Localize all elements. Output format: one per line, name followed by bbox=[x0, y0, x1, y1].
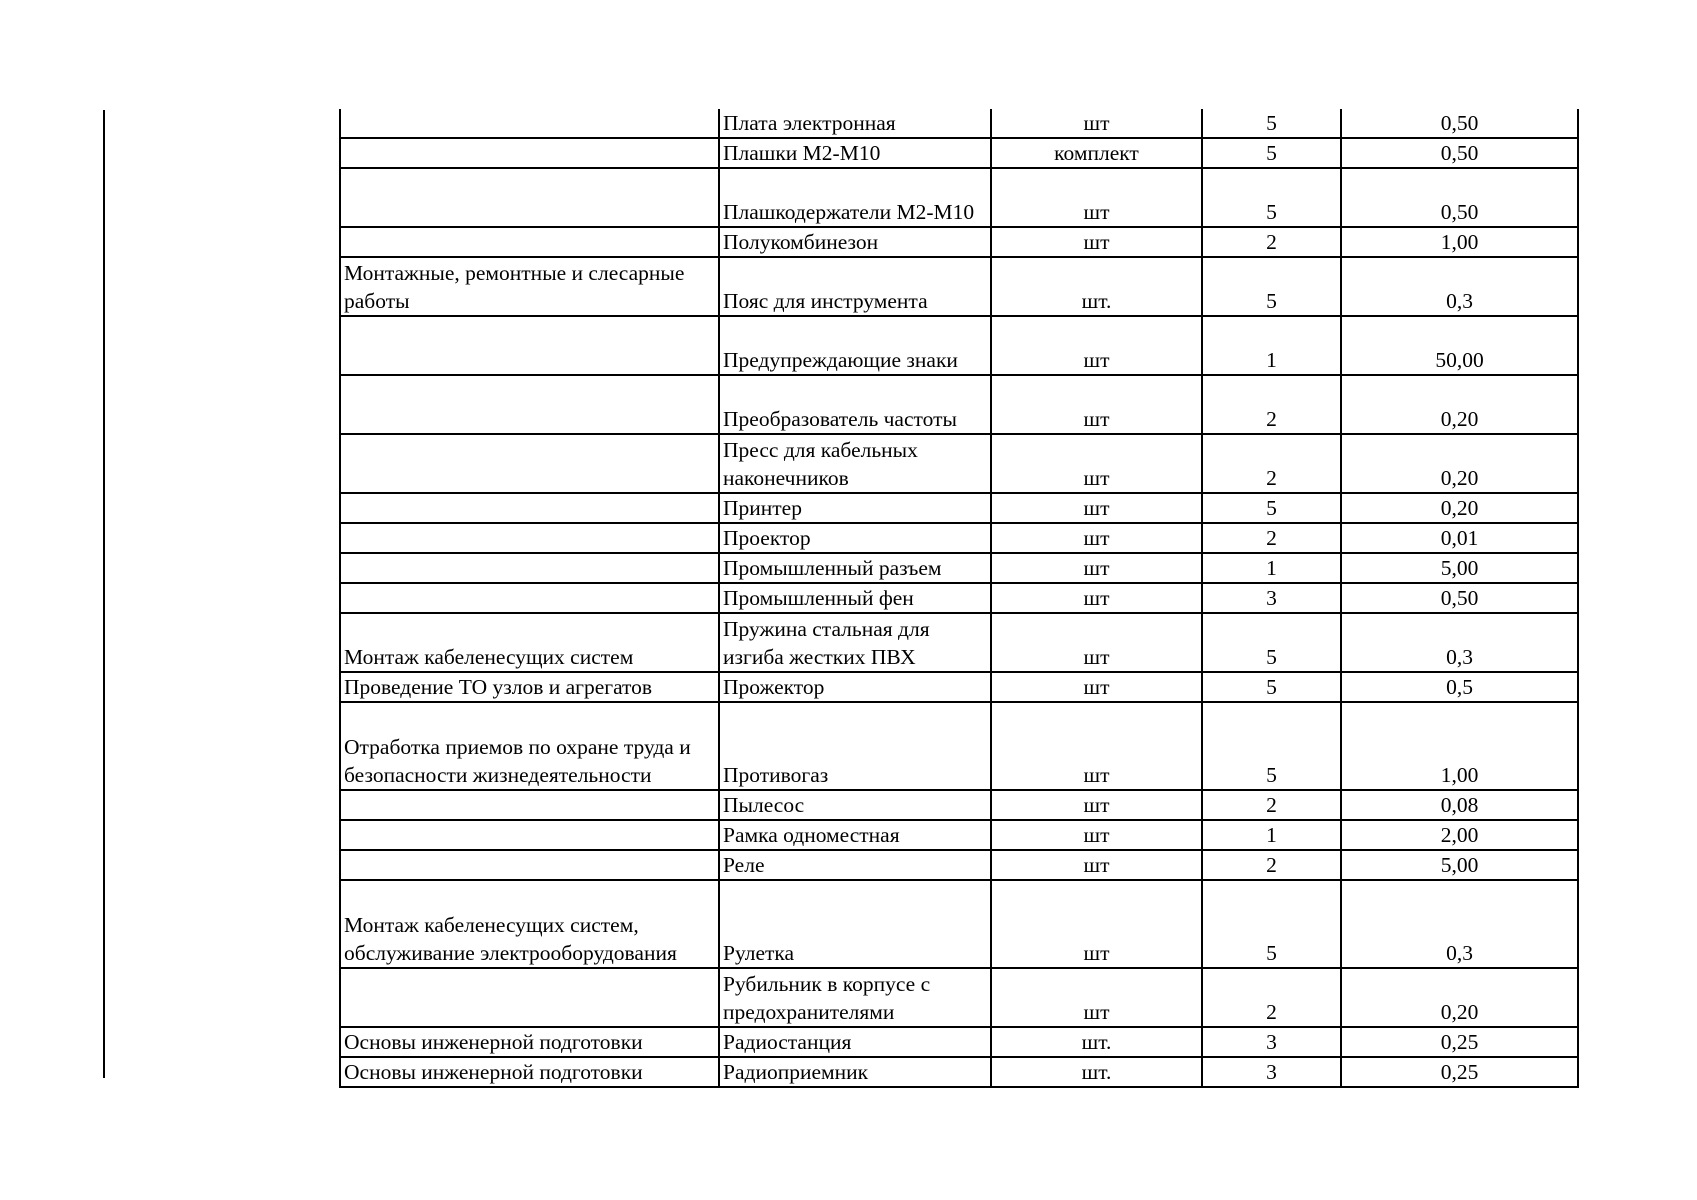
table-row bbox=[340, 375, 1578, 434]
value-cell: 5,00 bbox=[1341, 850, 1578, 880]
item-cell: Плата электронная bbox=[719, 109, 991, 138]
quantity-cell: 2 bbox=[1202, 968, 1341, 1027]
quantity-cell: 5 bbox=[1202, 613, 1341, 672]
activity-cell bbox=[340, 553, 719, 583]
value-cell: 50,00 bbox=[1341, 316, 1578, 375]
activity-cell bbox=[340, 583, 719, 613]
activity-cell: Основы инженерной подготовки bbox=[340, 1027, 719, 1057]
activity-cell bbox=[340, 493, 719, 523]
table-row bbox=[340, 493, 1578, 523]
value-cell: 0,20 bbox=[1341, 968, 1578, 1027]
quantity-cell: 1 bbox=[1202, 316, 1341, 375]
table-row bbox=[340, 702, 1578, 790]
activity-cell bbox=[340, 138, 719, 168]
item-cell: Рамка одноместная bbox=[719, 820, 991, 850]
quantity-cell: 2 bbox=[1202, 790, 1341, 820]
activity-cell bbox=[340, 968, 719, 1027]
table-row bbox=[340, 1057, 1578, 1087]
item-cell: Радиостанция bbox=[719, 1027, 991, 1057]
unit-cell: шт bbox=[991, 227, 1202, 257]
value-cell: 0,50 bbox=[1341, 583, 1578, 613]
unit-cell: шт. bbox=[991, 257, 1202, 316]
unit-cell: шт bbox=[991, 790, 1202, 820]
table-row bbox=[340, 553, 1578, 583]
quantity-cell: 2 bbox=[1202, 227, 1341, 257]
value-cell: 0,25 bbox=[1341, 1057, 1578, 1087]
unit-cell: шт bbox=[991, 553, 1202, 583]
value-cell: 0,50 bbox=[1341, 138, 1578, 168]
item-cell: Предупреждающие знаки bbox=[719, 316, 991, 375]
quantity-cell: 3 bbox=[1202, 1057, 1341, 1087]
table-row bbox=[340, 109, 1578, 138]
unit-cell: шт bbox=[991, 375, 1202, 434]
item-cell: Преобразователь частоты bbox=[719, 375, 991, 434]
table-row bbox=[340, 820, 1578, 850]
quantity-cell: 5 bbox=[1202, 257, 1341, 316]
value-cell: 0,20 bbox=[1341, 434, 1578, 493]
activity-cell bbox=[340, 850, 719, 880]
value-cell: 0,50 bbox=[1341, 168, 1578, 227]
unit-cell: шт bbox=[991, 583, 1202, 613]
item-cell: Пояс для инструмента bbox=[719, 257, 991, 316]
activity-cell bbox=[340, 227, 719, 257]
item-cell: Плашки М2-М10 bbox=[719, 138, 991, 168]
value-cell: 0,01 bbox=[1341, 523, 1578, 553]
value-cell: 0,25 bbox=[1341, 1027, 1578, 1057]
quantity-cell: 2 bbox=[1202, 850, 1341, 880]
quantity-cell: 5 bbox=[1202, 138, 1341, 168]
quantity-cell: 3 bbox=[1202, 583, 1341, 613]
unit-cell: шт bbox=[991, 880, 1202, 968]
value-cell: 0,3 bbox=[1341, 880, 1578, 968]
item-cell: Плашкодержатели М2-М10 bbox=[719, 168, 991, 227]
unit-cell: шт bbox=[991, 168, 1202, 227]
value-cell: 0,20 bbox=[1341, 375, 1578, 434]
activity-cell bbox=[340, 109, 719, 138]
unit-cell: шт bbox=[991, 672, 1202, 702]
value-cell: 0,5 bbox=[1341, 672, 1578, 702]
table-row bbox=[340, 523, 1578, 553]
activity-cell: Монтаж кабеленесущих систем, обслуживание электрооборудования bbox=[340, 880, 719, 968]
quantity-cell: 1 bbox=[1202, 553, 1341, 583]
activity-cell: Отработка приемов по охране труда и безопасности жизнедеятельности bbox=[340, 702, 719, 790]
item-cell: Полукомбинезон bbox=[719, 227, 991, 257]
item-cell: Противогаз bbox=[719, 702, 991, 790]
item-cell: Пружина стальная для изгиба жестких ПВХ bbox=[719, 613, 991, 672]
table-row bbox=[340, 850, 1578, 880]
table-row bbox=[340, 672, 1578, 702]
activity-cell: Монтажные, ремонтные и слесарные работы bbox=[340, 257, 719, 316]
table-row bbox=[340, 583, 1578, 613]
unit-cell: комплект bbox=[991, 138, 1202, 168]
item-cell: Пылесос bbox=[719, 790, 991, 820]
table-row bbox=[340, 434, 1578, 493]
quantity-cell: 5 bbox=[1202, 109, 1341, 138]
table-row bbox=[340, 227, 1578, 257]
item-cell: Прожектор bbox=[719, 672, 991, 702]
value-cell: 0,08 bbox=[1341, 790, 1578, 820]
item-cell: Рулетка bbox=[719, 880, 991, 968]
quantity-cell: 2 bbox=[1202, 375, 1341, 434]
quantity-cell: 5 bbox=[1202, 168, 1341, 227]
value-cell: 1,00 bbox=[1341, 227, 1578, 257]
unit-cell: шт bbox=[991, 613, 1202, 672]
value-cell: 1,00 bbox=[1341, 702, 1578, 790]
unit-cell: шт bbox=[991, 523, 1202, 553]
table-row bbox=[340, 257, 1578, 316]
quantity-cell: 5 bbox=[1202, 880, 1341, 968]
unit-cell: шт bbox=[991, 493, 1202, 523]
unit-cell: шт bbox=[991, 968, 1202, 1027]
value-cell: 0,3 bbox=[1341, 613, 1578, 672]
activity-cell: Монтаж кабеленесущих систем bbox=[340, 613, 719, 672]
item-cell: Промышленный фен bbox=[719, 583, 991, 613]
value-cell: 0,3 bbox=[1341, 257, 1578, 316]
quantity-cell: 3 bbox=[1202, 1027, 1341, 1057]
equipment-table bbox=[339, 109, 1579, 1088]
unit-cell: шт bbox=[991, 109, 1202, 138]
unit-cell: шт. bbox=[991, 1027, 1202, 1057]
item-cell: Рубильник в корпусе с предохранителями bbox=[719, 968, 991, 1027]
quantity-cell: 5 bbox=[1202, 493, 1341, 523]
item-cell: Реле bbox=[719, 850, 991, 880]
activity-cell bbox=[340, 820, 719, 850]
table-row bbox=[340, 968, 1578, 1027]
table-row bbox=[340, 1027, 1578, 1057]
unit-cell: шт bbox=[991, 850, 1202, 880]
activity-cell bbox=[340, 375, 719, 434]
item-cell: Промышленный разъем bbox=[719, 553, 991, 583]
table-row bbox=[340, 138, 1578, 168]
quantity-cell: 5 bbox=[1202, 672, 1341, 702]
activity-cell bbox=[340, 523, 719, 553]
item-cell: Проектор bbox=[719, 523, 991, 553]
activity-cell: Проведение ТО узлов и агрегатов bbox=[340, 672, 719, 702]
activity-cell bbox=[340, 790, 719, 820]
quantity-cell: 1 bbox=[1202, 820, 1341, 850]
unit-cell: шт. bbox=[991, 1057, 1202, 1087]
activity-cell: Основы инженерной подготовки bbox=[340, 1057, 719, 1087]
value-cell: 5,00 bbox=[1341, 553, 1578, 583]
value-cell: 0,20 bbox=[1341, 493, 1578, 523]
item-cell: Принтер bbox=[719, 493, 991, 523]
activity-cell bbox=[340, 434, 719, 493]
quantity-cell: 2 bbox=[1202, 523, 1341, 553]
table-row bbox=[340, 168, 1578, 227]
left-margin-rule bbox=[103, 110, 105, 1078]
table-row bbox=[340, 790, 1578, 820]
activity-cell bbox=[340, 316, 719, 375]
table-row bbox=[340, 880, 1578, 968]
item-cell: Пресс для кабельных наконечников bbox=[719, 434, 991, 493]
value-cell: 0,50 bbox=[1341, 109, 1578, 138]
activity-cell bbox=[340, 168, 719, 227]
unit-cell: шт bbox=[991, 820, 1202, 850]
unit-cell: шт bbox=[991, 316, 1202, 375]
unit-cell: шт bbox=[991, 434, 1202, 493]
table-body bbox=[340, 109, 1578, 1087]
table-row bbox=[340, 316, 1578, 375]
quantity-cell: 5 bbox=[1202, 702, 1341, 790]
quantity-cell: 2 bbox=[1202, 434, 1341, 493]
table-row bbox=[340, 613, 1578, 672]
value-cell: 2,00 bbox=[1341, 820, 1578, 850]
item-cell: Радиоприемник bbox=[719, 1057, 991, 1087]
unit-cell: шт bbox=[991, 702, 1202, 790]
